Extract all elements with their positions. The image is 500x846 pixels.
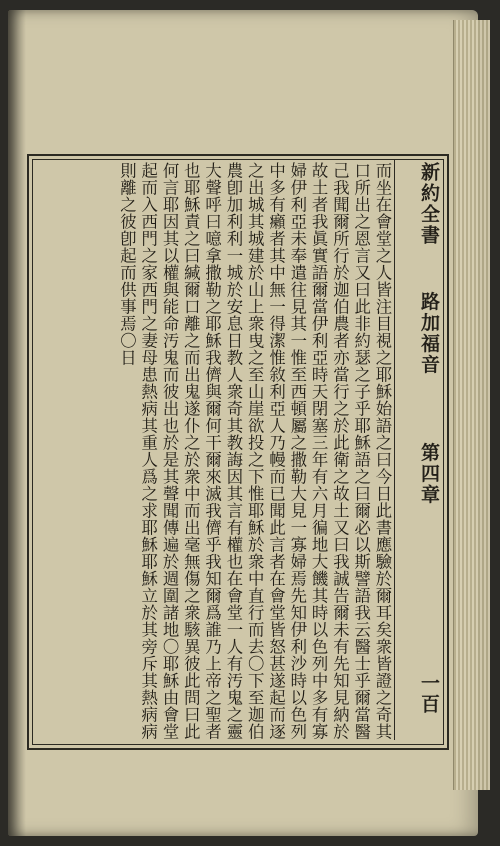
page-number: 一百 [418, 672, 440, 715]
text-frame [27, 154, 449, 750]
gospel-name: 路加福音 [418, 291, 440, 376]
chapter-label: 第四章 [418, 442, 440, 506]
binding-shadow [8, 10, 26, 836]
scripture-text [33, 162, 393, 740]
header-divider [394, 160, 395, 740]
book-title: 新約全書 [418, 162, 440, 246]
page-edges [453, 20, 490, 790]
scripture-paragraph: 而坐在會堂之人皆注目視之耶穌始語之曰今日此書應驗於爾耳矣衆皆證之奇其口所出之恩言又曰此非約瑟之子乎耶穌語之曰爾必以斯譬語我云醫士乎爾當醫己我聞爾所行於迦伯農者亦當行之於此衛之故土又曰我誠告爾未有先知見納於故土者我眞實語爾當伊利亞時天閉塞三年有六月徧地大饑其時以色列中多有寡婦伊利亞未奉遣往見其一惟至西頓屬之撒勒大見一寡婦焉先知伊利沙時以色列中多有癩者其中無一得潔惟敘利亞人乃幔而已聞此言者在會堂皆怒甚遂起而逐之出城其城建於山上衆曳之至山崖欲投之下惟耶穌於衆中直行而去〇下至迦伯農卽加利利一城於安息日教人衆奇其教誨因其言有權也在會堂一人有汚鬼之靈大聲呼曰噫拿撒勒之耶穌我儕與爾何干爾來滅我儕乎我知爾爲誰乃上帝之聖者也耶穌責之曰緘爾口離之而出鬼遂仆之於衆中而出毫無傷之衆駭異彼此問曰此何言耶因其以權與能命汚鬼而彼出也於是其聲聞傳遍於週圍諸地〇耶穌由會堂起而入西門之家西門之妻母患熱病其重人爲之求耶穌耶穌立於其旁斥其熱病病則離之彼卽起而供事焉〇日 [117, 162, 392, 740]
running-header [417, 162, 443, 715]
